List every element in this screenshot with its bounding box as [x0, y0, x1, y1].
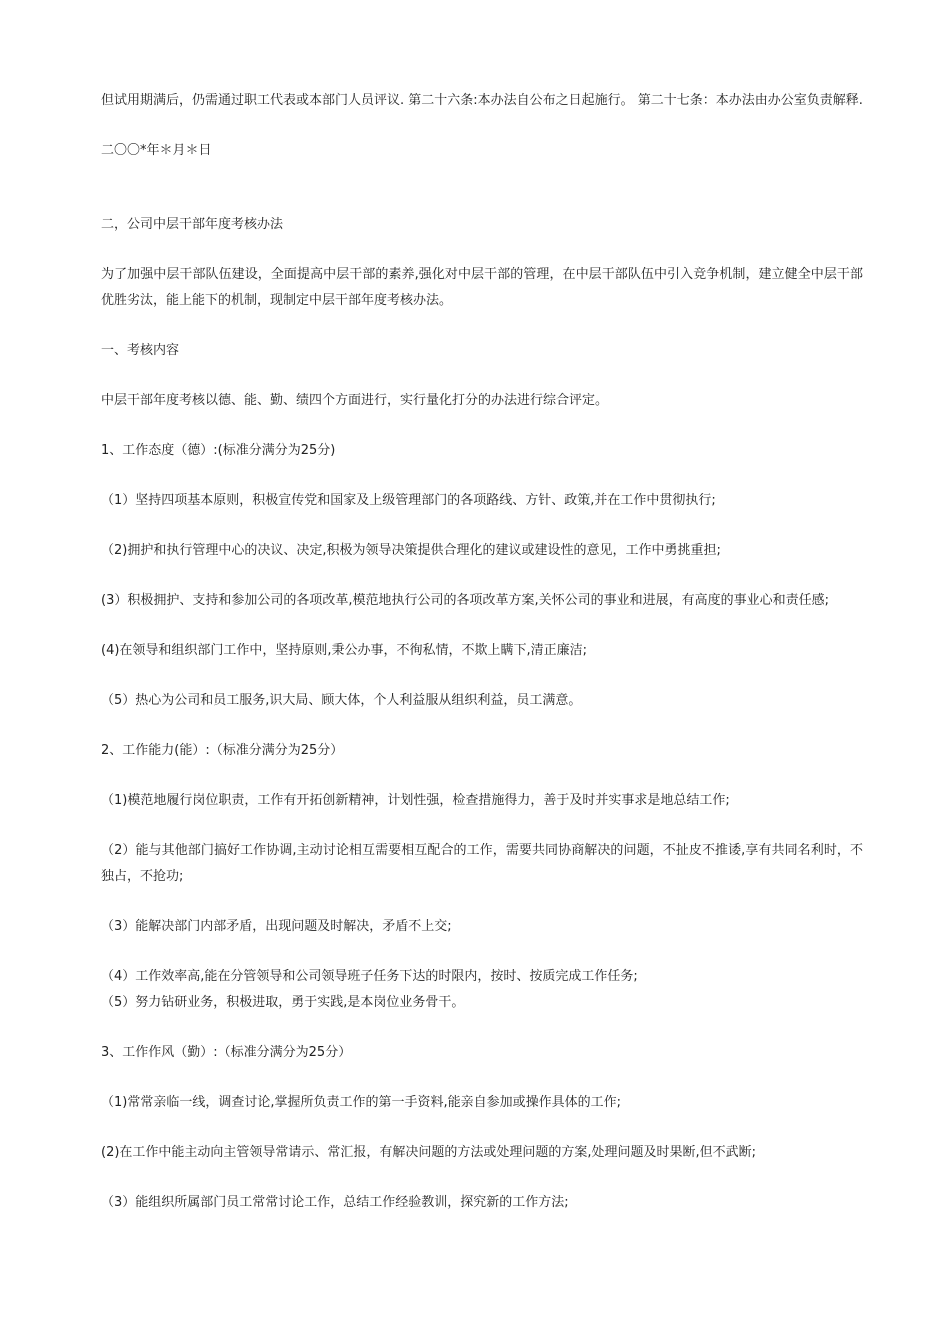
heading-work-attitude: 1、工作态度（德）:(标准分满分为25分): [101, 443, 336, 458]
list-item: (4)在领导和组织部门工作中，坚持原则,秉公办事，不徇私情，不欺上瞒下,清正廉洁;: [101, 643, 588, 658]
paragraph-intro: 为了加强中层干部队伍建设，全面提高中层干部的素养,强化对中层干部的管理，在中层干部队伍中引入竞争机制，建立健全中层干部优胜劣汰，能上能下的机制，现制定中层干部年度考核办法。: [101, 267, 863, 308]
list-item: （5）努力钻研业务，积极进取，勇于实践,是本岗位业务骨干。: [101, 995, 465, 1010]
paragraph-closing-articles: 但试用期满后，仍需通过职工代表或本部门人员评议. 第二十六条:本办法自公布之日起施行。 第二十七条：本办法由办公室负责解释.: [101, 93, 863, 108]
heading-work-ability: 2、工作能力(能）:（标准分满分为25分）: [101, 743, 344, 758]
section-title: 二，公司中层干部年度考核办法: [101, 217, 284, 232]
heading-work-style: 3、工作作风（勤）:（标准分满分为25分）: [101, 1045, 352, 1060]
list-item: (3）积极拥护、支持和参加公司的各项改革,模范地执行公司的各项改革方案,关怀公司的事业和进展，有高度的事业心和责任感;: [101, 593, 829, 608]
list-item: （5）热心为公司和员工服务,识大局、顾大体，个人利益服从组织利益，员工满意。: [101, 693, 582, 708]
list-item: （3）能解决部门内部矛盾，出现问题及时解决，矛盾不上交;: [101, 919, 452, 934]
list-item: （3）能组织所属部门员工常常讨论工作，总结工作经验教训，探究新的工作方法;: [101, 1195, 569, 1210]
list-item: （1）坚持四项基本原则，积极宣传党和国家及上级管理部门的各项路线、方针、政策,并在工作中贯彻执行;: [101, 493, 716, 508]
list-item: （2）能与其他部门搞好工作协调,主动讨论相互需要相互配合的工作，需要共同协商解决的问题，不扯皮不推诿,享有共同名利时，不独占，不抢功;: [101, 843, 863, 884]
document-page: [101, 88, 863, 1216]
list-item: （1)常常亲临一线，调查讨论,掌握所负责工作的第一手资料,能亲自参加或操作具体的工作;: [101, 1095, 621, 1110]
list-item: (2)在工作中能主动向主管领导常请示、常汇报，有解决问题的方法或处理问题的方案,处理问题及时果断,但不武断;: [101, 1145, 757, 1160]
list-item: （2)拥护和执行管理中心的决议、决定,积极为领导决策提供合理化的建议或建设性的意见，工作中勇挑重担;: [101, 543, 721, 558]
list-item: （4）工作效率高,能在分管领导和公司领导班子任务下达的时限内，按时、按质完成工作任务;: [101, 969, 638, 984]
list-item: （1)模范地履行岗位职责，工作有开拓创新精神，计划性强，检查措施得力，善于及时并实事求是地总结工作;: [101, 793, 730, 808]
heading-assessment-content: 一、考核内容: [101, 343, 180, 358]
paragraph-date: 二〇〇*年＊月＊日: [101, 143, 212, 158]
paragraph-assessment-overview: 中层干部年度考核以德、能、勤、绩四个方面进行，实行量化打分的办法进行综合评定。: [101, 393, 609, 408]
